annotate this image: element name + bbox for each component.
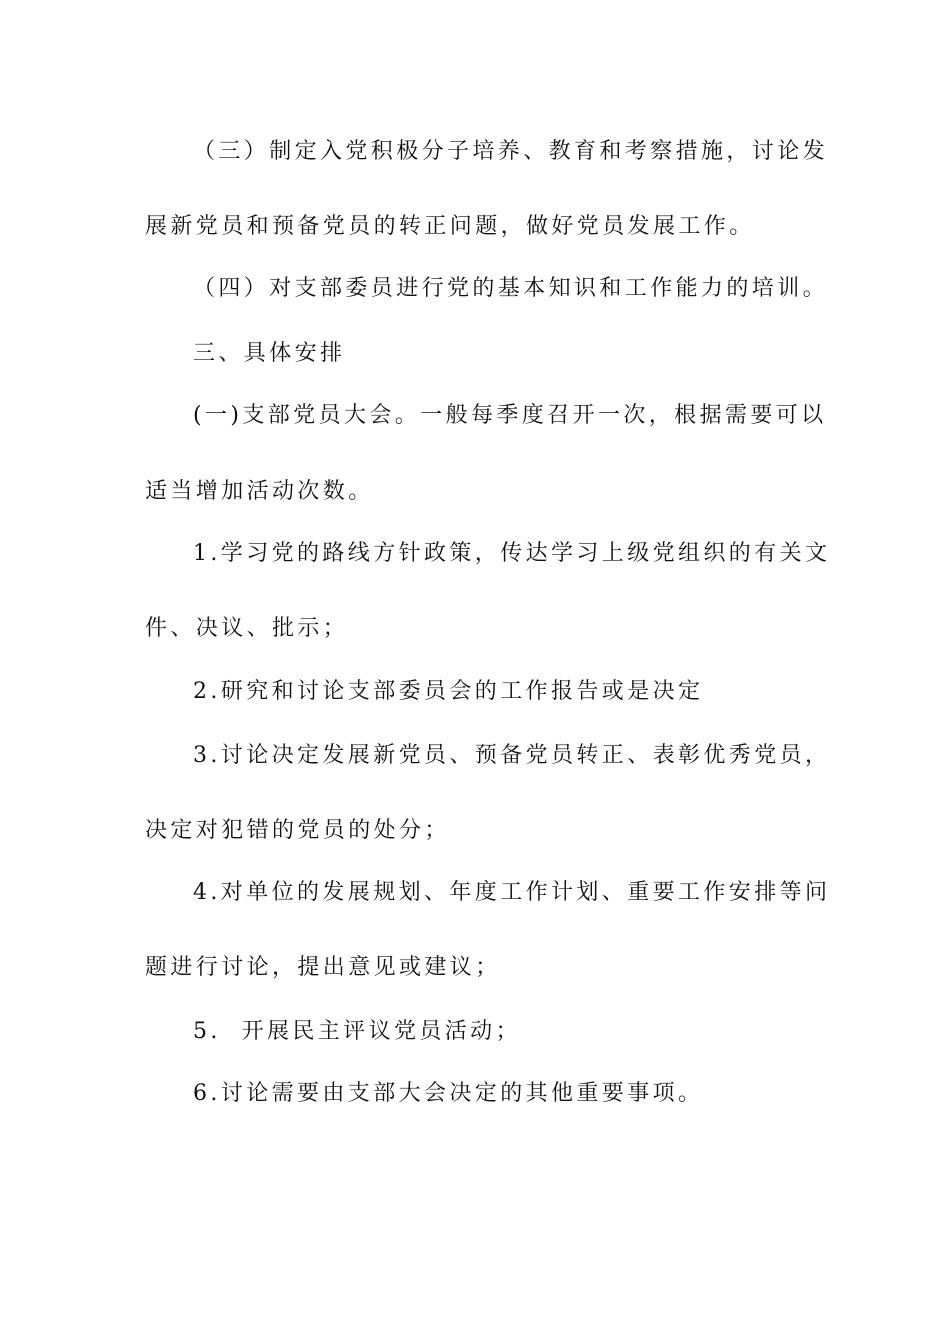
section-heading: 三、具体安排 [193,341,346,366]
list-item-4-line-1: 4.对单位的发展规划、年度工作计划、重要工作安排等问 [193,880,831,905]
paragraph-line-4: （四）对支部委员进行党的基本知识和工作能力的培训。 [193,276,829,301]
paragraph-line-a-1: (一)支部党员大会。一般每季度召开一次，根据需要可以 [193,403,827,428]
list-item-1-line-1: 1.学习党的路线方针政策，传达学习上级党组织的有关文 [193,541,831,566]
paragraph-line-3-2: 展新党员和预备党员的转正问题，做好党员发展工作。 [145,214,755,239]
list-item-3-line-1: 3.讨论决定发展新党员、预备党员转正、表彰优秀党员， [193,743,831,768]
list-item-2: 2.研究和讨论支部委员会的工作报告或是决定 [193,679,704,704]
paragraph-line-a-2: 适当增加活动次数。 [145,479,374,504]
list-item-6: 6.讨论需要由支部大会决定的其他重要事项。 [193,1081,704,1106]
list-item-4-line-2: 题进行讨论，提出意见或建议； [145,955,501,980]
list-item-1-line-2: 件、决议、批示； [145,616,349,641]
list-item-3-line-2: 决定对犯错的党员的处分； [145,818,450,843]
list-item-5: 5. 开展民主评议党员活动； [193,1019,521,1044]
paragraph-line-3-1: （三）制定入党积极分子培养、教育和考察措施，讨论发 [193,139,829,164]
